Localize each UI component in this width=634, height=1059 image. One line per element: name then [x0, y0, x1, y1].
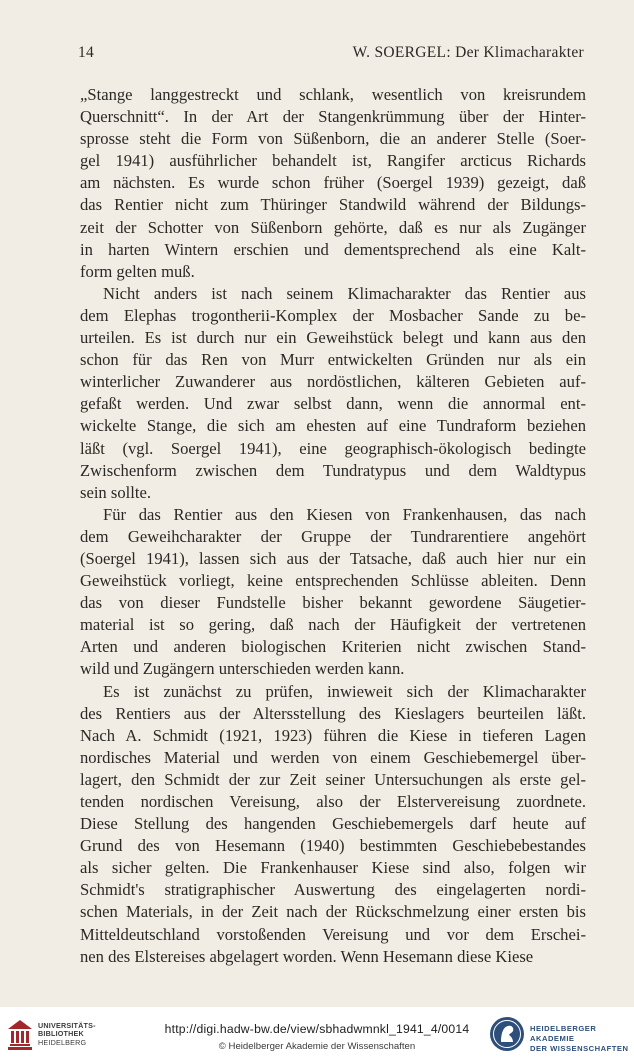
text-line: winterlicher Zuwanderer aus nordöstlichen, kälteren Gebieten auf- — [80, 372, 586, 392]
permalink-url[interactable]: http://digi.hadw-bw.de/view/sbhadwmnkl_1941_4/0014 — [164, 1022, 470, 1036]
paragraph — [80, 681, 586, 968]
text-line: Arten und anderen biologischen Kriterien nicht zwischen Stand- — [80, 637, 586, 657]
text-line: Mitteldeutschland vorstoßenden Vereisung und vor dem Erschei- — [80, 924, 586, 944]
library-name-line-1: UNIVERSITÄTS- — [38, 1021, 96, 1030]
paragraph — [80, 504, 586, 681]
copyright-notice: © Heidelberger Akademie der Wissenschaften — [218, 1041, 416, 1052]
text-line: Geweihstück vorliegt, keine entsprechenden Schlüsse ableiten. Denn — [80, 571, 586, 591]
text-line: nordisches Material und werden von einem Geschiebemergel über- — [80, 747, 586, 767]
academy-seal-icon — [489, 1016, 525, 1052]
academy-name-line-1: HEIDELBERGER AKADEMIE — [530, 1024, 597, 1043]
text-line: schon für das Ren von Murr entwickelten Gründen nur als ein — [80, 350, 586, 370]
library-name-line-3: HEIDELBERG — [38, 1037, 87, 1047]
text-line: Für das Rentier aus den Kiesen von Frankenhausen, das nach — [103, 504, 586, 524]
text-line: dem Elephas trogontherii-Komplex der Mosbacher Sande zu be- — [80, 305, 586, 325]
text-line: Grund des von Hesemann (1940) bestimmten Geschiebebestandes — [80, 836, 586, 856]
text-line: läßt (vgl. Soergel 1941), eine geographisch-ökologisch bedingte — [80, 438, 586, 458]
academy-name-line-2: DER WISSENSCHAFTEN — [530, 1044, 629, 1053]
text-line: urteilen. Es ist durch nur ein Geweihstück belegt und kann aus den — [80, 328, 586, 348]
text-line: Nicht anders ist nach seinem Klimacharakter das Rentier aus — [103, 283, 586, 303]
text-line: als sicher gelten. Die Frankenhauser Kiese sind also, folgen wir — [80, 858, 586, 878]
text-line: sprosse steht die Form von Süßenborn, die an anderer Stelle (Soer- — [80, 129, 586, 149]
text-line: Es ist zunächst zu prüfen, inwieweit sich der Klimacharakter — [103, 681, 586, 701]
footer-bar — [0, 1007, 634, 1059]
text-line: Schmidt's stratigraphischer Auswertung des eingelagerten nordi- — [80, 880, 586, 900]
text-line: Nach A. Schmidt (1921, 1923) führen die Kiese in tieferen Lagen — [80, 725, 586, 745]
text-line: in harten Wintern erschien und dementsprechend als eine Kalt- — [80, 239, 586, 259]
text-line: zeit der Schotter von Süßenborn gehörte, daß es nur als Zugänger — [80, 217, 586, 237]
text-line: Querschnitt“. In der Art der Stangenkrümmung über der Hinter- — [80, 107, 586, 127]
page-number: 14 — [78, 44, 95, 61]
text-line: das Rentier nicht zum Thüringer Standwild während der Bildungs- — [80, 195, 586, 215]
text-line: sein sollte. — [80, 482, 151, 502]
library-name-line-2: BIBLIOTHEK — [38, 1029, 84, 1039]
text-line: dem Geweihcharakter der Gruppe der Tundrarentiere angehört — [80, 526, 586, 546]
text-line: wickelte Stange, die sich am ehesten auf eine Tundraform beziehen — [80, 416, 586, 436]
text-line: wild und Zugängern unterschieden werden kann. — [80, 659, 405, 679]
running-head — [78, 44, 584, 66]
text-line: „Stange langgestreckt und schlank, wesentlich von kreisrundem — [80, 85, 586, 104]
paragraph — [80, 283, 586, 504]
text-line: des Rentiers aus der Altersstellung des Kieslagers beurteilen läßt. — [80, 703, 586, 723]
text-line: das von dieser Fundstelle bisher bekannt gewordene Säugetier- — [80, 593, 586, 613]
text-line: tenden nordischen Vereisung, also der Elstervereisung zuordnete. — [80, 792, 586, 811]
paragraph — [80, 84, 586, 283]
text-line: form gelten muß. — [80, 261, 195, 281]
text-line: Diese Stellung des hangenden Geschiebemergels darf heute auf — [80, 814, 586, 834]
academy-name — [530, 1024, 634, 1054]
text-line: material ist so gering, daß nach der Häufigkeit der vertretenen — [80, 615, 586, 635]
text-line: Zwischenform zwischen dem Tundratypus und dem Waldtypus — [80, 460, 586, 480]
text-line: gefaßt werden. Und zwar selbst dann, wenn die annormal ent- — [80, 394, 586, 414]
running-title: W. SOERGEL: Der Klimacharakter — [352, 44, 584, 61]
text-line: schen Materials, in der Zeit nach der Rückschmelzung einer ersten bis — [80, 902, 586, 922]
text-line: lagert, den Schmidt der zur Zeit seiner Untersuchungen als erste gel- — [80, 769, 586, 789]
body-text — [80, 84, 586, 968]
text-line: (Soergel 1941), lassen sich aus der Tatsache, daß auch hier nur ein — [80, 548, 586, 568]
text-line: gel 1941) ausführlicher behandelt ist, Rangifer arcticus Richards — [80, 151, 586, 171]
text-line: nen des Elstereises abgelagert worden. Wenn Hesemann diese Kiese — [80, 946, 534, 966]
text-line: am nächsten. Es wurde schon früher (Soergel 1939) gezeigt, daß — [80, 173, 586, 193]
